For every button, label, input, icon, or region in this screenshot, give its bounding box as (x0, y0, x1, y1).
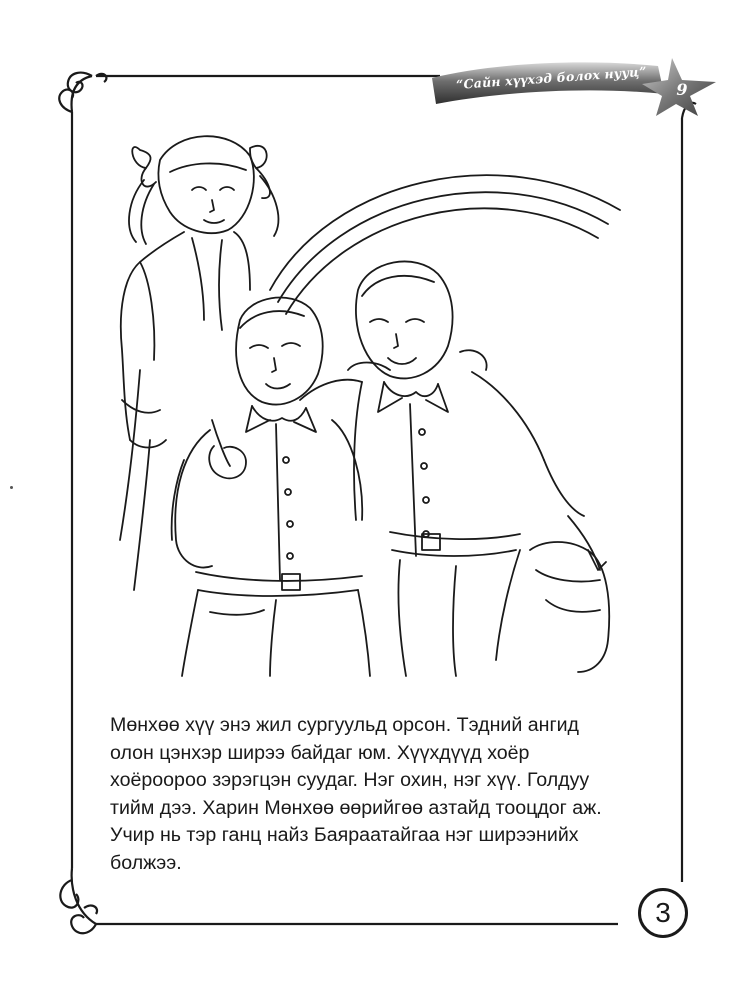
story-line: болжээ. (110, 851, 182, 874)
story-line: хоёроороо зэрэгцэн суудаг. Нэг охин, нэг хүү. Голдуу (110, 769, 590, 792)
page-number-badge: 3 (638, 888, 688, 938)
story-line: олон цэнхэр ширээ байдаг юм. Хүүхдүүд хоёр (110, 741, 530, 764)
story-line: Мөнхөө хүү энэ жил сургуульд орсон. Тэдний ангид (110, 714, 579, 736)
story-paragraph (110, 712, 630, 878)
story-line: Учир нь тэр ганц найз Баяраатайгаа нэг ширээнийх (110, 824, 579, 847)
story-line: тийм дээ. Харин Мөнхөө өөрийгөө азтайд тооцдог аж. (110, 796, 602, 819)
children-walking-illustration (100, 120, 640, 680)
banner-title: “Сайн хүүхэд болох нууц” (455, 63, 648, 92)
stray-dot (10, 486, 13, 489)
banner-number: 9 (676, 80, 688, 99)
